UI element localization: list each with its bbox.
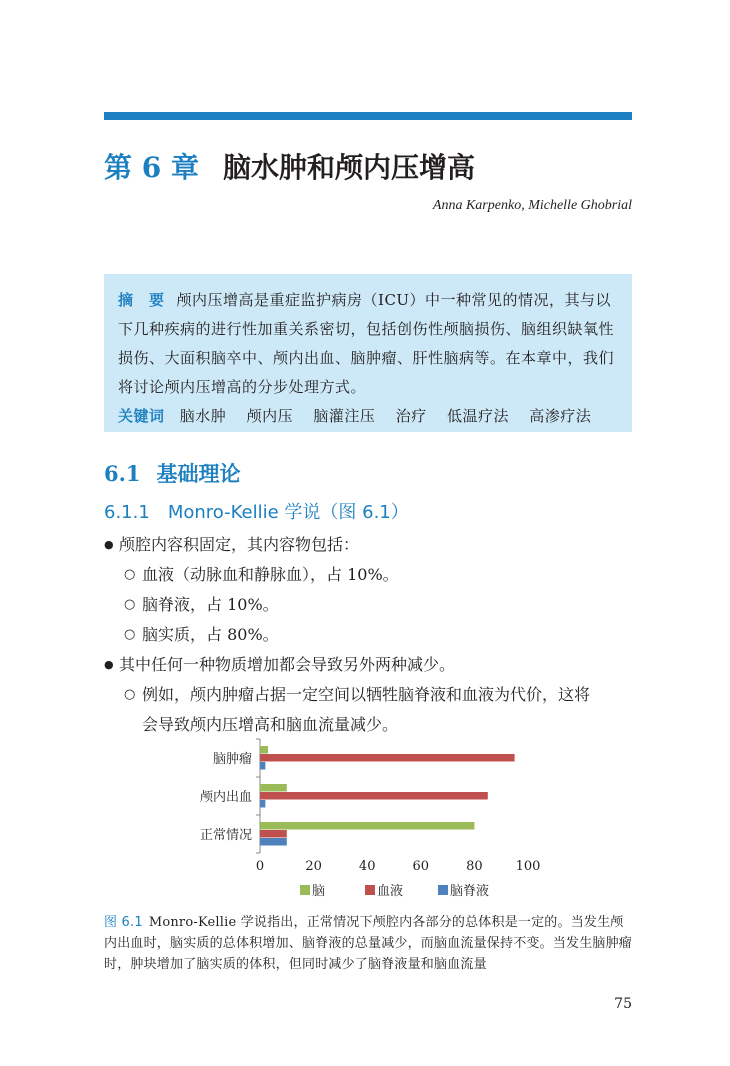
keywords-line bbox=[118, 402, 618, 431]
page-number: 75 bbox=[614, 996, 632, 1012]
x-tick-label: 40 bbox=[358, 859, 376, 874]
x-tick-label: 20 bbox=[305, 859, 322, 874]
subsection-heading bbox=[104, 498, 409, 524]
bullet-item: ● 其中任何一种物质增加都会导致另外两种减少。 bbox=[104, 650, 634, 680]
caption-text: Monro-Kellie 学说指出，正常情况下颅腔内各部分的总体积是一定的。当发生颅内出血时，脑实质的总体积增加、脑脊液的总量减少，而脑血流量保持不变。当发生脑肿瘤时，肿块增加了脑实质的体积，但同时减少了脑脊液量和脑血流量 bbox=[104, 915, 633, 972]
bar-脑脊液 bbox=[260, 838, 287, 846]
legend-swatch bbox=[438, 885, 448, 895]
bar-血液 bbox=[260, 792, 488, 800]
chapter-name: 脑水肿和颅内压增高 bbox=[222, 151, 475, 184]
legend-label: 脑 bbox=[312, 884, 326, 899]
abstract-label: 摘 要 bbox=[118, 291, 165, 309]
figure-label: 图 6.1 bbox=[104, 915, 143, 930]
category-label: 脑肿瘤 bbox=[212, 752, 252, 767]
bar-血液 bbox=[260, 754, 515, 762]
x-tick-label: 60 bbox=[412, 859, 430, 874]
keyword: 高渗疗法 bbox=[529, 407, 592, 425]
chapter-title bbox=[104, 146, 475, 186]
bullet-item: ● 颅腔内容积固定，其内容物包括： bbox=[104, 530, 634, 560]
bar-脑 bbox=[260, 746, 268, 754]
legend-swatch bbox=[300, 885, 310, 895]
keyword: 脑灌注压 bbox=[313, 407, 376, 425]
subsection-number: 6.1.1 bbox=[104, 502, 150, 523]
x-tick-label: 80 bbox=[466, 859, 483, 874]
legend-label: 血液 bbox=[377, 884, 404, 899]
bar-chart bbox=[190, 735, 550, 910]
keyword: 治疗 bbox=[395, 407, 427, 425]
bar-脑 bbox=[260, 822, 474, 830]
category-label: 正常情况 bbox=[199, 828, 252, 843]
bar-血液 bbox=[260, 830, 287, 838]
figure-chart bbox=[190, 735, 550, 910]
chapter-number: 第 6 章 bbox=[104, 151, 199, 184]
abstract-paragraph bbox=[118, 286, 618, 402]
sub-bullet-line: 会导致颅内压增高和脑血流量减少。 bbox=[142, 715, 399, 734]
sub-bullet-item: ○ 脑脊液，占 10%。 bbox=[104, 590, 634, 620]
keyword: 低温疗法 bbox=[446, 407, 509, 425]
keywords-label: 关键词 bbox=[118, 407, 165, 425]
bar-脑 bbox=[260, 784, 287, 792]
x-tick-label: 0 bbox=[255, 859, 265, 874]
section-heading bbox=[104, 458, 241, 488]
abstract-box bbox=[104, 274, 632, 432]
subsection-title: Monro-Kellie 学说（图 6.1） bbox=[167, 502, 409, 523]
x-tick-label: 100 bbox=[515, 859, 541, 874]
legend-swatch bbox=[365, 885, 375, 895]
keyword: 颅内压 bbox=[246, 407, 294, 425]
chapter-top-rule bbox=[104, 112, 632, 120]
abstract-text: 颅内压增高是重症监护病房（ICU）中一种常见的情况，其与以下几种疾病的进行性加重关系密切，包括创伤性颅脑损伤、脑组织缺氧性损伤、大面积脑卒中、颅内出血、脑肿瘤、肝性脑病等。在本章中，我们将讨论颅内压增高的分步处理方式。 bbox=[118, 291, 615, 396]
keyword: 脑水肿 bbox=[179, 407, 227, 425]
sub-bullet-item: ○ 脑实质，占 80%。 bbox=[104, 620, 634, 650]
section-title: 基础理论 bbox=[156, 461, 241, 486]
sub-bullet-item: ○ 血液（动脉血和静脉血），占 10%。 bbox=[104, 560, 634, 590]
sub-bullet-item bbox=[104, 680, 634, 740]
figure-caption bbox=[104, 912, 634, 975]
bullet-list bbox=[104, 530, 634, 740]
bar-脑脊液 bbox=[260, 762, 265, 770]
chapter-authors: Anna Karpenko, Michelle Ghobrial bbox=[432, 198, 632, 213]
category-label: 颅内出血 bbox=[199, 790, 252, 805]
section-number: 6.1 bbox=[104, 461, 141, 486]
sub-bullet-line: ○ 例如，颅内肿瘤占据一定空间以牺牲脑脊液和血液为代价，这将 bbox=[142, 685, 591, 704]
bar-脑脊液 bbox=[260, 800, 265, 808]
legend-label: 脑脊液 bbox=[450, 884, 490, 899]
